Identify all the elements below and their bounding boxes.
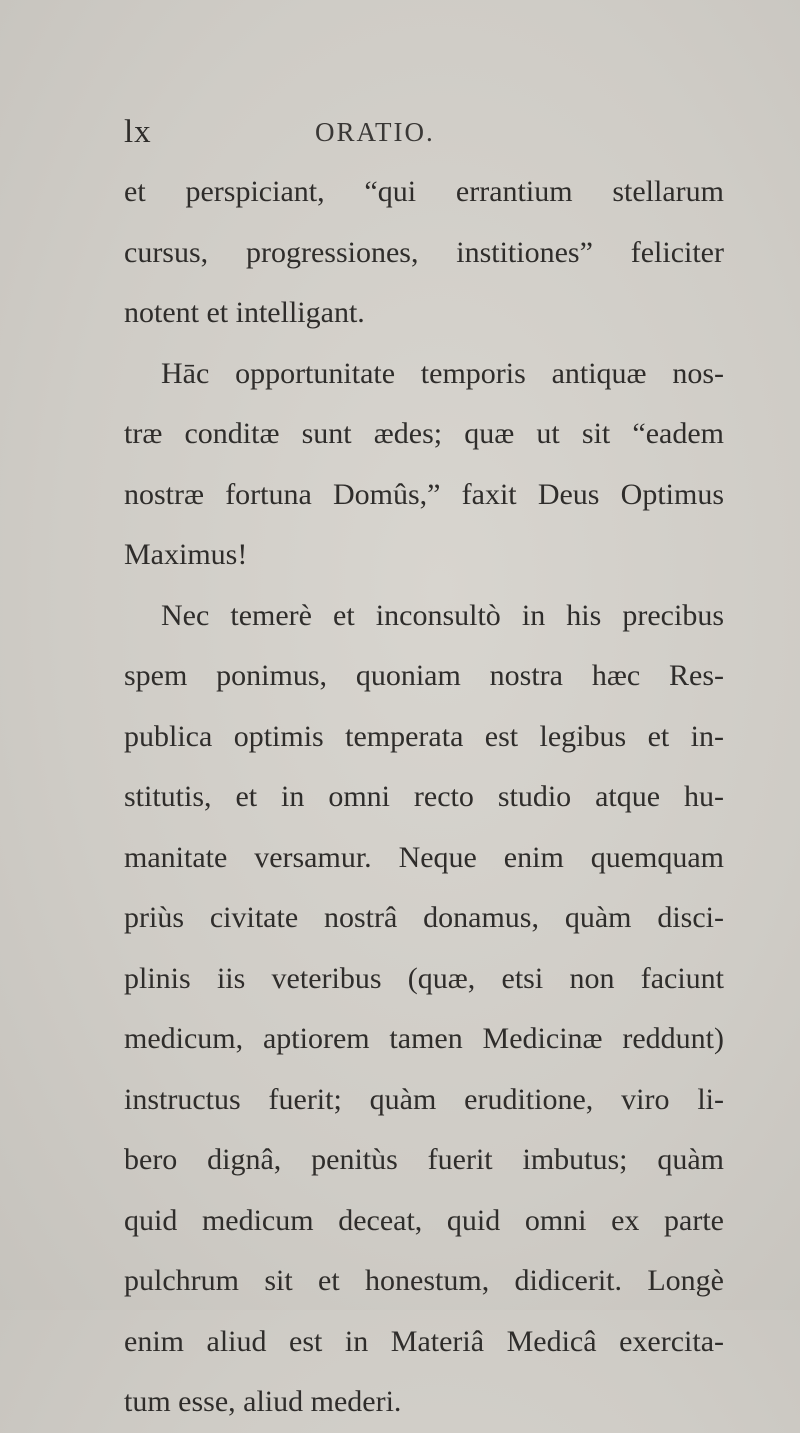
text-line: et perspiciant, “qui errantium stellarum	[124, 175, 724, 208]
text-line: spem ponimus, quoniam nostra hæc Res-	[124, 659, 724, 692]
running-head	[124, 112, 724, 152]
text-line: enim aliud est in Materiâ Medicâ exercita-	[124, 1324, 724, 1358]
text-line: Maximus!	[124, 538, 248, 571]
paragraph-start-line: Hāc opportunitate temporis antiquæ nos-	[161, 356, 724, 390]
text-line: plinis iis veteribus (quæ, etsi non faciunt	[124, 961, 724, 995]
text-line: notent et intelligant.	[124, 296, 365, 329]
text-line: tum esse, aliud mederi.	[124, 1385, 402, 1418]
text-line: cursus, progressiones, institiones” feliciter	[124, 235, 724, 269]
text-line: instructus fuerit; quàm eruditione, viro li-	[124, 1082, 724, 1116]
paragraph-start-line: Nec temerè et inconsultò in his precibus	[161, 598, 724, 632]
text-line: manitate versamur. Neque enim quemquam	[124, 840, 724, 874]
text-line: bero dignâ, penitùs fuerit imbutus; quàm	[124, 1143, 724, 1176]
text-line: træ conditæ sunt ædes; quæ ut sit “eadem	[124, 417, 724, 450]
body-text	[124, 162, 724, 1433]
running-title: ORATIO.	[315, 117, 435, 147]
page-number: lx	[124, 114, 152, 150]
text-line: nostræ fortuna Domûs,” faxit Deus Optimus	[124, 477, 724, 511]
text-line: stitutis, et in omni recto studio atque hu-	[124, 780, 724, 813]
text-line: quid medicum deceat, quid omni ex parte	[124, 1203, 724, 1237]
text-line: pulchrum sit et honestum, didicerit. Longè	[124, 1264, 724, 1297]
text-line: publica optimis temperata est legibus et in-	[124, 719, 724, 753]
text-line: medicum, aptiorem tamen Medicinæ reddunt)	[124, 1022, 724, 1055]
text-line: priùs civitate nostrâ donamus, quàm disci-	[124, 901, 724, 934]
